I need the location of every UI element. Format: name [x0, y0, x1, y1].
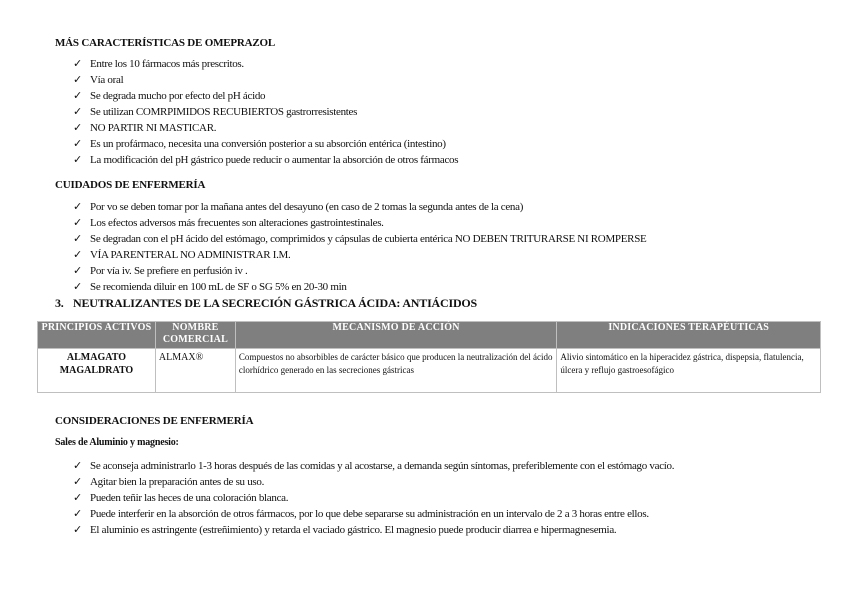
table-row	[38, 349, 821, 393]
list-item	[73, 104, 458, 120]
list-item-text: VÍA PARENTERAL NO ADMINISTRAR I.M.	[90, 249, 291, 261]
cuidados-heading: CUIDADOS DE ENFERMERÍA	[55, 179, 206, 191]
checkmark-icon: ✓	[73, 233, 82, 245]
list-item	[73, 458, 674, 474]
checkmark-icon: ✓	[73, 106, 82, 118]
list-item-text: Se utilizan COMRPIMIDOS RECUBIERTOS gastrorresistentes	[90, 106, 358, 118]
antiacidos-table	[37, 321, 821, 393]
header-principios: PRINCIPIOS ACTIVOS	[38, 322, 156, 349]
list-item	[73, 120, 458, 136]
omeprazol-heading: MÁS CARACTERÍSTICAS DE OMEPRAZOL	[55, 37, 276, 49]
list-item	[73, 72, 458, 88]
header-nombre: NOMBRE COMERCIAL	[155, 322, 235, 349]
list-item	[73, 279, 646, 295]
checkmark-icon: ✓	[73, 524, 82, 536]
checkmark-icon: ✓	[73, 58, 82, 70]
list-item	[73, 88, 458, 104]
checkmark-icon: ✓	[73, 90, 82, 102]
cell-indicaciones: Alivio sintomático en la hiperacidez gástrica, dispepsia, flatulencia, úlcera y reflujo gastroesofágico	[557, 349, 821, 393]
omeprazol-list	[73, 56, 458, 168]
list-item	[73, 506, 674, 522]
list-item-text: Puede interferir en la absorción de otros fármacos, por lo que debe separarse su administración en un intervalo de 2 a 3 horas entre ellos.	[90, 508, 649, 520]
list-item-text: Agitar bien la preparación antes de su uso.	[90, 476, 265, 488]
list-item	[73, 215, 646, 231]
list-item	[73, 231, 646, 247]
checkmark-icon: ✓	[73, 460, 82, 472]
list-item-text: Se recomienda diluir en 100 mL de SF o SG 5% en 20-30 min	[90, 281, 347, 293]
list-item	[73, 474, 674, 490]
consideraciones-heading: CONSIDERACIONES DE ENFERMERÍA	[55, 415, 254, 427]
checkmark-icon: ✓	[73, 122, 82, 134]
section-number: 3.	[55, 296, 64, 310]
list-item	[73, 136, 458, 152]
checkmark-icon: ✓	[73, 492, 82, 504]
list-item	[73, 152, 458, 168]
list-item-text: Es un profármaco, necesita una conversión posterior a su absorción entérica (intestino)	[90, 138, 446, 150]
list-item-text: Por vo se deben tomar por la mañana antes del desayuno (en caso de 2 tomas la segunda antes de la cena)	[90, 201, 524, 213]
checkmark-icon: ✓	[73, 281, 82, 293]
checkmark-icon: ✓	[73, 154, 82, 166]
cuidados-list	[73, 199, 646, 295]
list-item-text: NO PARTIR NI MASTICAR.	[90, 122, 217, 134]
list-item	[73, 490, 674, 506]
checkmark-icon: ✓	[73, 217, 82, 229]
checkmark-icon: ✓	[73, 476, 82, 488]
checkmark-icon: ✓	[73, 265, 82, 277]
section-title: NEUTRALIZANTES DE LA SECRECIÓN GÁSTRICA ÁCIDA: ANTIÁCIDOS	[73, 296, 478, 310]
list-item	[73, 199, 646, 215]
checkmark-icon: ✓	[73, 74, 82, 86]
checkmark-icon: ✓	[73, 249, 82, 261]
list-item-text: La modificación del pH gástrico puede reducir o aumentar la absorción de otros fármacos	[90, 154, 459, 166]
list-item-text: El aluminio es astringente (estreñimiento) y retarda el vaciado gástrico. El magnesio puede producir diarrea e hipermagnesemia.	[90, 524, 617, 536]
list-item-text: Entre los 10 fármacos más prescritos.	[90, 58, 244, 70]
sales-subheading: Sales de Aluminio y magnesio:	[55, 437, 179, 448]
list-item	[73, 56, 458, 72]
checkmark-icon: ✓	[73, 201, 82, 213]
section-3-heading	[55, 296, 477, 311]
header-indicaciones: INDICACIONES TERAPÉUTICAS	[557, 322, 821, 349]
list-item-text: Se degrada mucho por efecto del pH ácido	[90, 90, 266, 102]
checkmark-icon: ✓	[73, 138, 82, 150]
cell-principios: ALMAGATO MAGALDRATO	[38, 349, 156, 393]
sales-list	[73, 458, 674, 538]
checkmark-icon: ✓	[73, 508, 82, 520]
list-item-text: Pueden teñir las heces de una coloración blanca.	[90, 492, 289, 504]
list-item	[73, 263, 646, 279]
list-item-text: Se degradan con el pH ácido del estómago, comprimidos y cápsulas de cubierta entérica NO DEBEN TRITURARSE NI ROMPERSE	[90, 233, 647, 245]
list-item-text: Por vía iv. Se prefiere en perfusión iv .	[90, 265, 248, 277]
table-header-row	[38, 322, 821, 349]
list-item	[73, 247, 646, 263]
cell-mecanismo: Compuestos no absorbibles de carácter básico que producen la neutralización del ácido clorhídrico generado en las secreciones gástricas	[235, 349, 556, 393]
list-item-text: Se aconseja administrarlo 1-3 horas después de las comidas y al acostarse, a demanda según síntomas, preferiblemente con el estómago vacío.	[90, 460, 675, 472]
header-mecanismo: MECANISMO DE ACCIÓN	[235, 322, 556, 349]
list-item-text: Vía oral	[90, 74, 124, 86]
cell-nombre: ALMAX®	[155, 349, 235, 393]
list-item-text: Los efectos adversos más frecuentes son alteraciones gastrointestinales.	[90, 217, 384, 229]
list-item	[73, 522, 674, 538]
